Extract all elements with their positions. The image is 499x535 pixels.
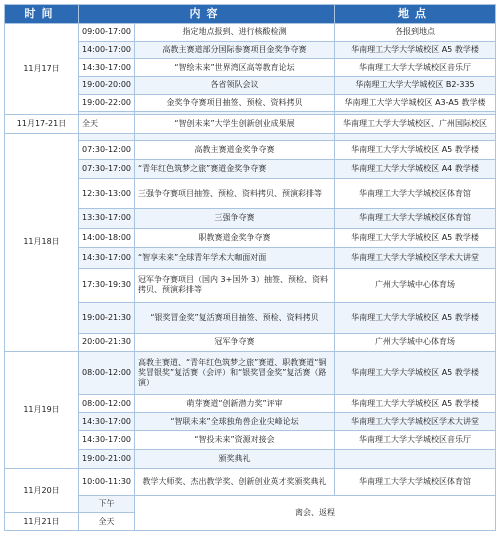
time-cell: 12:30-13:00: [79, 179, 135, 208]
departure-cell: 离会、返程: [135, 495, 496, 530]
event-cell: 冠军争夺赛: [135, 333, 335, 351]
table-row: [5, 412, 496, 431]
event-cell: 萌芽赛道“创新潜力奖”评审: [135, 395, 335, 413]
header-date: 时间: [5, 5, 79, 24]
event-cell: 各省领队会议: [135, 76, 335, 94]
time-cell: 19:00-21:00: [79, 450, 135, 469]
event-cell: “银奖冒金奖”复活赛项目抽签、预检、资料拷贝: [135, 302, 335, 333]
time-cell: 08:00-12:00: [79, 351, 135, 395]
location-cell: 华南理工大学大学城校区 A5 教学楼: [335, 395, 496, 413]
time-cell: 08:00-12:00: [79, 395, 135, 413]
location-cell: 各报到地点: [335, 24, 496, 42]
table-row: [5, 115, 496, 134]
table-row: [5, 141, 496, 160]
time-cell: 14:30-17:00: [79, 412, 135, 431]
date-cell: 11月17日: [5, 24, 79, 115]
location-cell: 华南理工大学大学城校区 A5 教学楼: [335, 302, 496, 333]
table-row: [5, 395, 496, 413]
event-cell: “智享未来”全球青年学术大咖面对面: [135, 247, 335, 268]
table-row: [5, 431, 496, 450]
table-row: [5, 94, 496, 112]
time-cell: 下午: [79, 495, 135, 513]
location-cell: 华南理工大学大学城校区 B2-335: [335, 76, 496, 94]
date-cell: 11月19日: [5, 351, 79, 468]
location-cell: 华南理工大学大学城校区体育馆: [335, 468, 496, 495]
event-cell: 高教主赛道部分国际参赛项目金奖争夺赛: [135, 41, 335, 59]
table-row: [5, 468, 496, 495]
header-event: 内容: [79, 5, 335, 24]
time-cell: 14:00-18:00: [79, 229, 135, 248]
table-row: [5, 247, 496, 268]
table-row: [5, 450, 496, 469]
location-cell: 华南理工大学大学城校区 A5 教学楼: [335, 229, 496, 248]
time-cell: 20:00-21:30: [79, 333, 135, 351]
event-cell: 三强争夺赛: [135, 208, 335, 229]
table-row: [5, 333, 496, 351]
location-cell: 华南理工大学大学城校区音乐厅: [335, 431, 496, 450]
location-cell: 华南理工大学大学城校区 A5 教学楼: [335, 351, 496, 395]
time-cell: 17:30-19:30: [79, 268, 135, 302]
location-cell: 华南理工大学大学城校区 A4 教学楼: [335, 159, 496, 179]
location-cell: 华南理工大学大学城校区体育馆: [335, 179, 496, 208]
time-cell: 全天: [79, 115, 135, 134]
event-cell: 职教赛道金奖争夺赛: [135, 229, 335, 248]
date-cell: 11月17-21日: [5, 115, 79, 134]
time-cell: 07:30-12:00: [79, 141, 135, 160]
location-cell: 华南理工大学大学城校区音乐厅: [335, 59, 496, 77]
location-cell: 华南理工大学大学城校区 A5 教学楼: [335, 41, 496, 59]
location-cell: 华南理工大学大学城校区 A3-A5 教学楼: [335, 94, 496, 112]
table-row: [5, 76, 496, 94]
location-cell: 华南理工大学大学城校区 A5 教学楼: [335, 141, 496, 160]
location-cell: 广州大学城中心体育场: [335, 333, 496, 351]
date-cell: 11月20日: [5, 468, 79, 513]
schedule-table: [4, 4, 496, 531]
table-row: [5, 208, 496, 229]
event-cell: 教学大师奖、杰出教学奖、创新创业英才奖颁奖典礼: [135, 468, 335, 495]
time-cell: 09:00-17:00: [79, 24, 135, 42]
location-cell: 华南理工大学大学城校区学术大讲堂: [335, 412, 496, 431]
time-cell: 14:30-17:00: [79, 431, 135, 450]
location-cell: [335, 450, 496, 469]
time-cell: 10:00-11:30: [79, 468, 135, 495]
time-cell: 14:00-17:00: [79, 41, 135, 59]
date-cell: 11月21日: [5, 513, 79, 531]
time-cell: 13:30-17:00: [79, 208, 135, 229]
table-row: [5, 495, 496, 513]
time-cell: 14:30-17:00: [79, 247, 135, 268]
table-row: [5, 159, 496, 179]
time-cell: 19:00-20:00: [79, 76, 135, 94]
table-row: [5, 229, 496, 248]
table-row: [5, 41, 496, 59]
event-cell: 三强争夺赛项目抽签、预检、资料拷贝、预演彩排等: [135, 179, 335, 208]
event-cell: 金奖争夺赛项目抽签、预检、资料拷贝: [135, 94, 335, 112]
time-cell: 07:30-17:00: [79, 159, 135, 179]
event-cell: “智投未来”资源对接会: [135, 431, 335, 450]
time-cell: 全天: [79, 513, 135, 531]
location-cell: 华南理工大学大学城校区、广州国际校区: [335, 115, 496, 134]
location-cell: 广州大学城中心体育场: [335, 268, 496, 302]
table-row: [5, 24, 496, 42]
time-cell: 19:00-21:30: [79, 302, 135, 333]
event-cell: 冠军争夺赛项目（国内 3+国外 3）抽签、预检、资料拷贝、预演彩排等: [135, 268, 335, 302]
location-cell: 华南理工大学大学城校区学术大讲堂: [335, 247, 496, 268]
event-cell: “智联未来”全球独角兽企业尖峰论坛: [135, 412, 335, 431]
event-cell: 颁奖典礼: [135, 450, 335, 469]
event-cell: 指定地点报到、进行核酸检测: [135, 24, 335, 42]
header-location: 地点: [335, 5, 496, 24]
event-cell: “青年红色筑梦之旅”赛道金奖争夺赛: [135, 159, 335, 179]
event-cell: “智创未来”大学生创新创业成果展: [135, 115, 335, 134]
header-row: [5, 5, 496, 24]
event-cell: 高教主赛道金奖争夺赛: [135, 141, 335, 160]
table-row: [5, 59, 496, 77]
table-row: [5, 133, 496, 140]
time-cell: 19:00-22:00: [79, 94, 135, 112]
table-row: [5, 179, 496, 208]
table-row: [5, 302, 496, 333]
date-cell: 11月18日: [5, 133, 79, 351]
event-cell: 高教主赛道、“青年红色筑梦之旅”赛道、职教赛道“铜奖冒银奖”复活赛（会评）和“银奖冒金奖”复活赛（路演）: [135, 351, 335, 395]
location-cell: 华南理工大学大学城校区体育馆: [335, 208, 496, 229]
table-row: [5, 351, 496, 395]
event-cell: “智绘未来”世界湾区高等教育论坛: [135, 59, 335, 77]
time-cell: 14:30-17:00: [79, 59, 135, 77]
table-row: [5, 268, 496, 302]
